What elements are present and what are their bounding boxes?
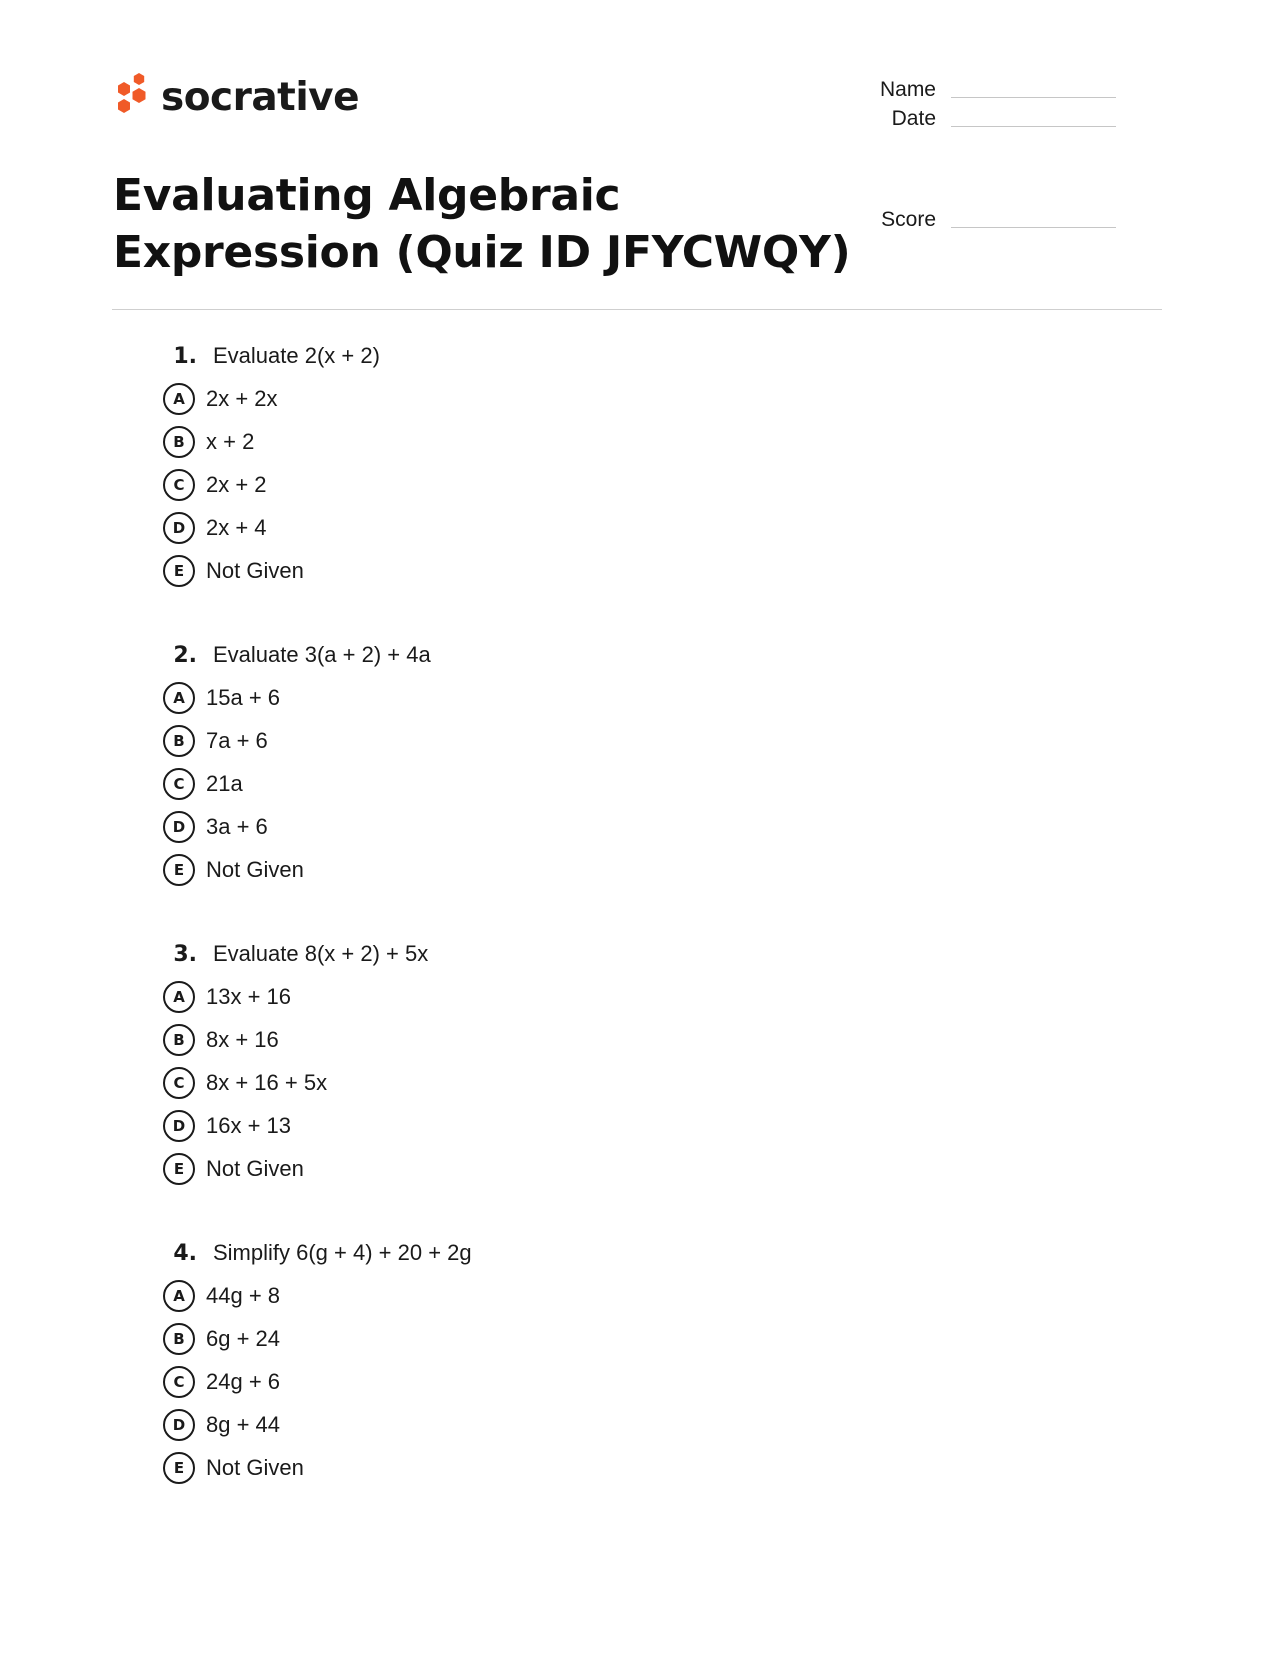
question-header <box>163 343 380 377</box>
answer-bubble[interactable]: C <box>163 1067 195 1099</box>
answer-option-d[interactable] <box>163 1403 472 1446</box>
answer-option-b[interactable] <box>163 420 380 463</box>
question-number: 4. <box>173 1241 197 1266</box>
answer-bubble[interactable]: E <box>163 1452 195 1484</box>
answer-bubble[interactable]: A <box>163 682 195 714</box>
name-label: Name <box>879 78 936 101</box>
answer-option-d[interactable] <box>163 1104 428 1147</box>
answer-bubble[interactable]: B <box>163 426 195 458</box>
answer-bubble[interactable]: C <box>163 1366 195 1398</box>
answer-bubble[interactable]: B <box>163 1323 195 1355</box>
answer-option-c[interactable] <box>163 1061 428 1104</box>
answer-text: 24g + 6 <box>206 1368 281 1394</box>
answer-option-c[interactable] <box>163 463 380 506</box>
name-field[interactable] <box>816 79 1116 100</box>
answer-option-a[interactable] <box>163 1274 472 1317</box>
answer-option-b[interactable] <box>163 719 431 762</box>
question-2 <box>163 642 431 891</box>
logo-wordmark: socrative <box>161 74 360 120</box>
answer-text: x + 2 <box>206 428 255 454</box>
answer-text: 21a <box>206 770 243 796</box>
answer-option-c[interactable] <box>163 1360 472 1403</box>
hexagon-cluster-icon <box>111 72 151 122</box>
answer-option-a[interactable] <box>163 377 380 420</box>
answer-option-c[interactable] <box>163 762 431 805</box>
question-text: Simplify 6(g + 4) + 20 + 2g <box>213 1240 472 1265</box>
answer-text: 8g + 44 <box>206 1411 281 1437</box>
answer-text: Not Given <box>206 1155 304 1181</box>
header-divider <box>112 309 1162 310</box>
date-line[interactable] <box>951 125 1116 127</box>
question-text: Evaluate 2(x + 2) <box>213 343 380 368</box>
answer-bubble[interactable]: E <box>163 854 195 886</box>
answer-text: 7a + 6 <box>206 727 268 753</box>
answer-text: 13x + 16 <box>206 983 292 1009</box>
answer-text: Not Given <box>206 557 304 583</box>
score-line[interactable] <box>951 226 1116 228</box>
score-label: Score <box>881 208 936 231</box>
answer-text: Not Given <box>206 856 304 882</box>
answer-text: 8x + 16 + 5x <box>206 1069 328 1095</box>
answer-text: 8x + 16 <box>206 1026 279 1052</box>
answer-bubble[interactable]: A <box>163 981 195 1013</box>
question-1 <box>163 343 380 592</box>
answer-bubble[interactable]: E <box>163 555 195 587</box>
question-number: 1. <box>173 344 197 369</box>
answer-text: 15a + 6 <box>206 684 281 710</box>
question-3 <box>163 941 428 1190</box>
question-number: 3. <box>173 942 197 967</box>
answer-bubble[interactable]: C <box>163 768 195 800</box>
answer-option-b[interactable] <box>163 1018 428 1061</box>
name-line[interactable] <box>951 96 1116 98</box>
question-header <box>163 642 431 676</box>
date-field[interactable] <box>816 108 1116 129</box>
answer-option-d[interactable] <box>163 805 431 848</box>
answer-text: 2x + 2x <box>206 385 278 411</box>
answer-bubble[interactable]: D <box>163 512 195 544</box>
answer-bubble[interactable]: E <box>163 1153 195 1185</box>
answer-option-a[interactable] <box>163 975 428 1018</box>
answer-option-b[interactable] <box>163 1317 472 1360</box>
answer-bubble[interactable]: A <box>163 1280 195 1312</box>
answer-bubble[interactable]: B <box>163 725 195 757</box>
question-number: 2. <box>173 643 197 668</box>
answer-bubble[interactable]: D <box>163 1110 195 1142</box>
question-text: Evaluate 3(a + 2) + 4a <box>213 642 431 667</box>
question-header <box>163 1240 472 1274</box>
answer-bubble[interactable]: C <box>163 469 195 501</box>
answer-option-e[interactable] <box>163 1446 472 1489</box>
answer-bubble[interactable]: D <box>163 811 195 843</box>
answer-text: 44g + 8 <box>206 1282 281 1308</box>
answer-option-e[interactable] <box>163 848 431 891</box>
answer-option-e[interactable] <box>163 549 380 592</box>
answer-bubble[interactable]: D <box>163 1409 195 1441</box>
question-text: Evaluate 8(x + 2) + 5x <box>213 941 429 966</box>
question-header <box>163 941 428 975</box>
answer-bubble[interactable]: A <box>163 383 195 415</box>
answer-option-e[interactable] <box>163 1147 428 1190</box>
answer-text: Not Given <box>206 1454 304 1480</box>
answer-option-d[interactable] <box>163 506 380 549</box>
answer-option-a[interactable] <box>163 676 431 719</box>
answer-text: 16x + 13 <box>206 1112 292 1138</box>
socrative-logo <box>111 72 359 122</box>
answer-bubble[interactable]: B <box>163 1024 195 1056</box>
page-title: Evaluating Algebraic Expression (Quiz ID JFYCWQY) <box>113 170 851 278</box>
answer-text: 3a + 6 <box>206 813 268 839</box>
answer-text: 6g + 24 <box>206 1325 281 1351</box>
answer-text: 2x + 4 <box>206 514 267 540</box>
date-label: Date <box>891 107 936 130</box>
answer-text: 2x + 2 <box>206 471 267 497</box>
question-4 <box>163 1240 472 1489</box>
